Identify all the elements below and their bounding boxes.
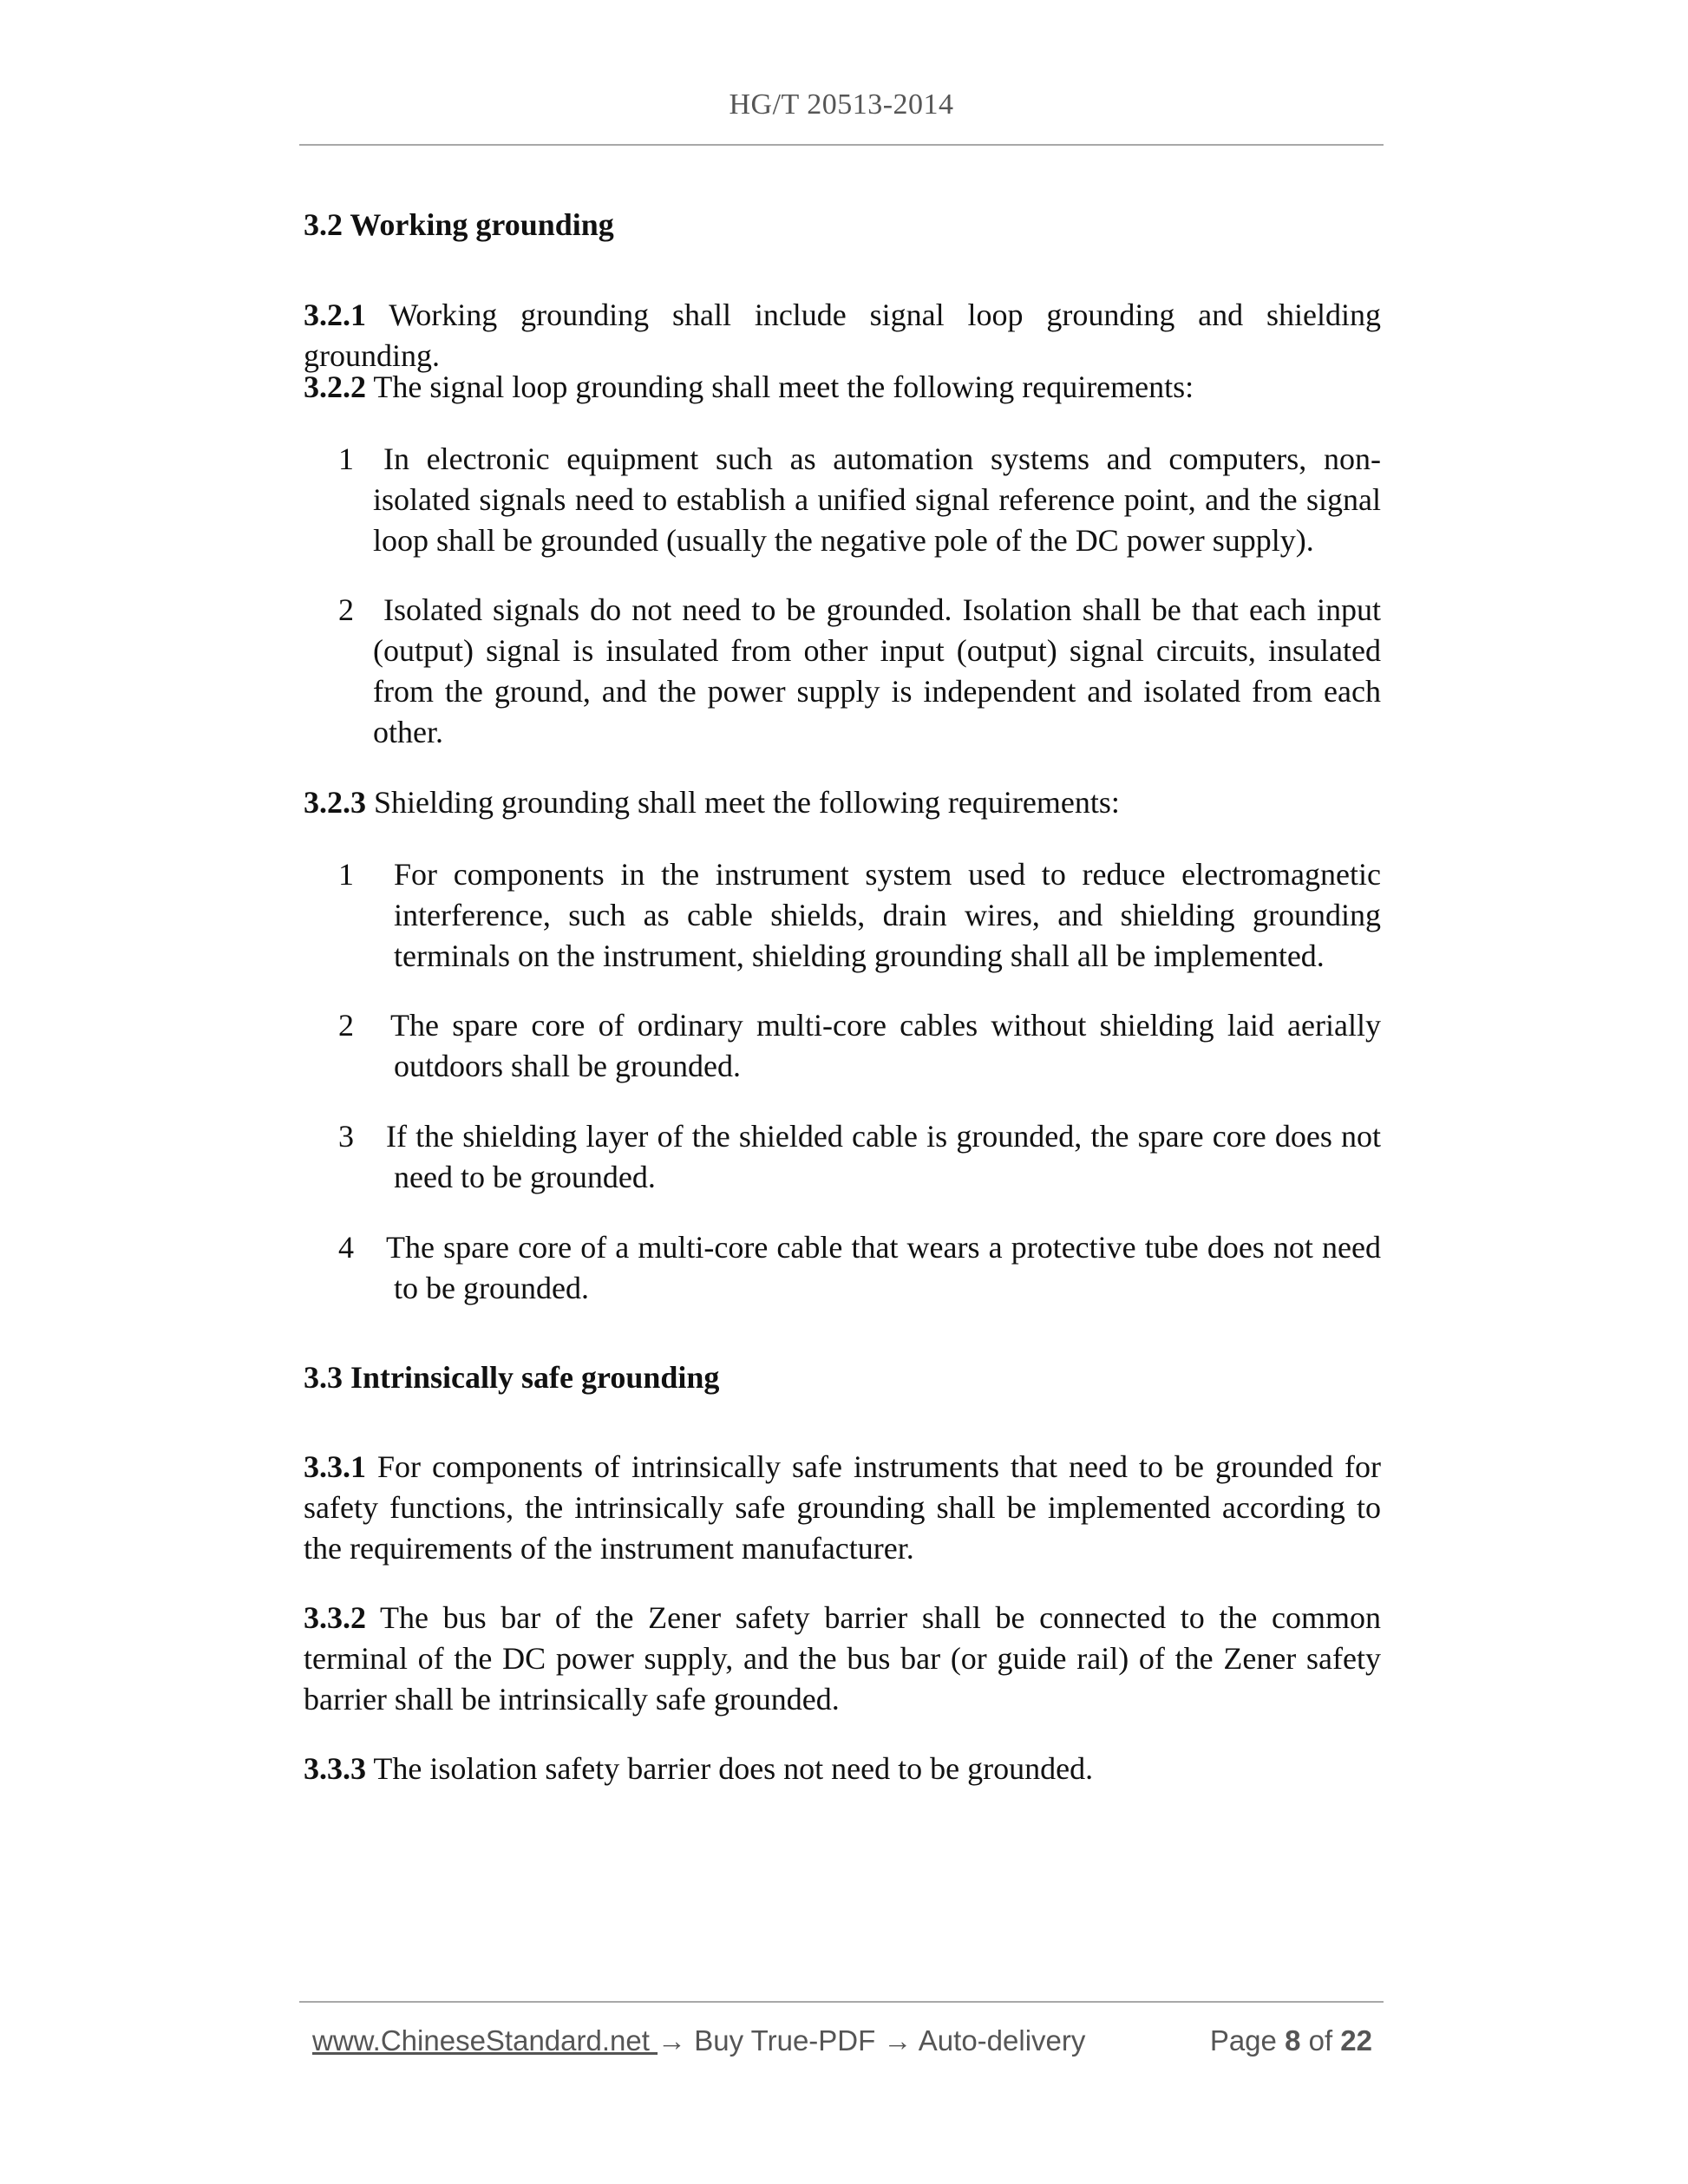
list-item-number: 4 xyxy=(338,1230,354,1265)
page-indicator xyxy=(1210,2024,1372,2057)
page-footer xyxy=(312,2024,1372,2068)
arrow-right-icon: → xyxy=(658,2024,687,2056)
clause-text: Shielding grounding shall meet the following requirements: xyxy=(366,785,1120,820)
list-item-text: The spare core of a multi-core cable that wears a protective tube does not need to be grounded. xyxy=(386,1230,1381,1305)
section-heading-3-2: 3.2 Working grounding xyxy=(304,207,614,242)
page-total: 22 xyxy=(1340,2024,1372,2056)
list-item-3-2-2-2 xyxy=(338,590,1381,753)
clause-3-2-3 xyxy=(304,782,1381,823)
page-number: 8 xyxy=(1285,2024,1301,2056)
buy-true-pdf-text: Buy True-PDF xyxy=(686,2024,884,2056)
clause-number: 3.2.3 xyxy=(304,785,366,820)
list-item-number: 1 xyxy=(338,441,354,476)
list-item-number: 3 xyxy=(338,1119,354,1154)
list-item-3-2-3-3 xyxy=(338,1116,1381,1198)
clause-3-3-3 xyxy=(304,1749,1381,1789)
list-item-3-2-2-1 xyxy=(338,439,1381,561)
list-item-number: 2 xyxy=(338,592,354,627)
clause-number: 3.3.2 xyxy=(304,1600,366,1635)
page-header-title: HG/T 20513-2014 xyxy=(729,88,954,121)
clause-text: Working grounding shall include signal loop grounding and shielding grounding. xyxy=(304,298,1381,373)
list-item-number: 2 xyxy=(338,1008,354,1043)
clause-number: 3.3.1 xyxy=(304,1449,366,1484)
clause-3-3-1 xyxy=(304,1447,1381,1569)
section-heading-3-3: 3.3 Intrinsically safe grounding xyxy=(304,1360,720,1395)
of-label: of xyxy=(1300,2024,1341,2056)
clause-number: 3.3.3 xyxy=(304,1751,366,1786)
arrow-right-icon: → xyxy=(883,2024,913,2056)
page-label: Page xyxy=(1209,2024,1286,2056)
clause-text: The bus bar of the Zener safety barrier shall be connected to the common terminal of the DC power supply, and the bus bar (or guide rail) of the Zener safety barrier shall be intrinsically safe grounded. xyxy=(304,1600,1381,1716)
list-item-text: Isolated signals do not need to be grounded. Isolation shall be that each input (output) signal is insulated from other input (output) signal circuits, insulated from the ground, and the power supply is independent and isolated from each other. xyxy=(373,592,1381,749)
footer-promo xyxy=(312,2024,1085,2057)
clause-number: 3.2.2 xyxy=(304,369,366,404)
list-item-text: In electronic equipment such as automation systems and computers, non-isolated signals need to establish a unified signal reference point, and the signal loop shall be grounded (usually the negative pole of the DC power supply). xyxy=(373,441,1381,558)
list-item-number: 1 xyxy=(338,857,354,892)
clause-text: The signal loop grounding shall meet the following requirements: xyxy=(366,369,1194,404)
clause-3-2-2 xyxy=(304,367,1381,408)
list-item-text: The spare core of ordinary multi-core cables without shielding laid aerially outdoors shall be grounded. xyxy=(390,1008,1381,1083)
header-divider xyxy=(299,144,1384,146)
list-item-text: If the shielding layer of the shielded cable is grounded, the spare core does not need to be grounded. xyxy=(386,1119,1381,1194)
clause-3-3-2 xyxy=(304,1598,1381,1720)
clause-3-2-1 xyxy=(304,295,1381,376)
list-item-text: For components in the instrument system used to reduce electromagnetic interference, such as cable shields, drain wires, and shielding grounding terminals on the instrument, shielding grounding shall all be implemented. xyxy=(394,857,1381,973)
list-item-3-2-3-2 xyxy=(338,1005,1381,1087)
clause-text: For components of intrinsically safe instruments that need to be grounded for safety functions, the intrinsically safe grounding shall be implemented according to the requirements of the instrument manufacturer. xyxy=(304,1449,1381,1566)
list-item-3-2-3-4 xyxy=(338,1227,1381,1309)
clause-text: The isolation safety barrier does not need to be grounded. xyxy=(366,1751,1094,1786)
list-item-3-2-3-1 xyxy=(338,854,1381,977)
clause-number: 3.2.1 xyxy=(304,298,366,332)
auto-delivery-text: Auto-delivery xyxy=(912,2024,1086,2056)
footer-divider xyxy=(299,2001,1384,2003)
website-link[interactable]: www.ChineseStandard.net xyxy=(312,2024,658,2056)
